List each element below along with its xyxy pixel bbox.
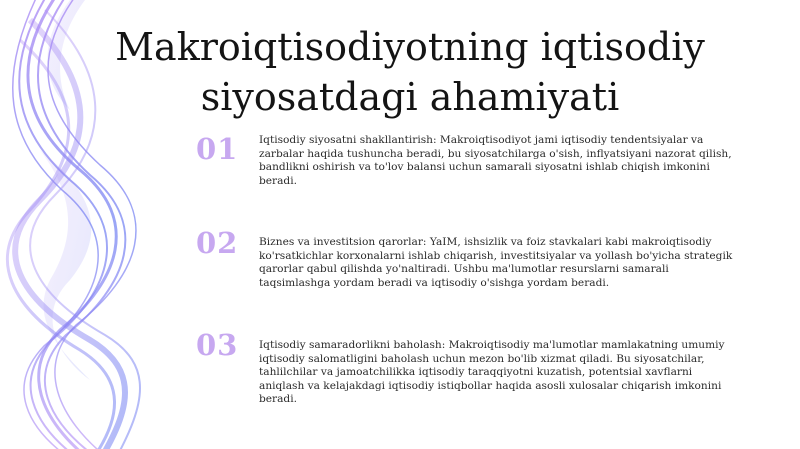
item-text: Iqtisodiy samaradorlikni baholash: Makroiqtisodiy ma'lumotlar mamlakatning umumiy iqtisodiy salomatligini baholash uchun mezon bo'lib xizmat qiladi. Bu siyosatchilar, tahlilchilar va jamoatchilikka iqtisodiy taraqqiyotni kuzatish, potentsial xavflarni aniqlash va kelajakdagi iqtisodiy istiqbollar haqida asosli xulosalar chiqarish imkonini beradi. bbox=[259, 339, 725, 405]
item-number: 01 bbox=[196, 132, 239, 166]
item-text: Iqtisodiy siyosatni shakllantirish: Makroiqtisodiyot jami iqtisodiy tendentsiyalar va zarbalar haqida tushuncha beradi, bu siyosatchilarga o'sish, inflyatsiyani nazorat qilish, bandlikni oshirish va to'lov balansi uchun samarali siyosatni ishlab chiqish imkonini beradi. bbox=[259, 134, 732, 187]
item-number: 03 bbox=[196, 328, 239, 362]
page-title: Makroiqtisodiyotning iqtisodiy siyosatdagi ahamiyati bbox=[115, 25, 705, 119]
item-number: 02 bbox=[196, 226, 239, 260]
item-text: Biznes va investitsion qarorlar: YaIM, ishsizlik va foiz stavkalari kabi makroiqtisodiy ko'rsatkichlar korxonalarni ishlab chiqarish, investitsiyalar va yollash bo'yicha strategik qarorlar qabul qilishda yo'naltiradi. Ushbu ma'lumotlar resurslarni samarali taqsimlashga yordam beradi va iqtisodiy o'sishga yordam beradi. bbox=[259, 236, 733, 289]
